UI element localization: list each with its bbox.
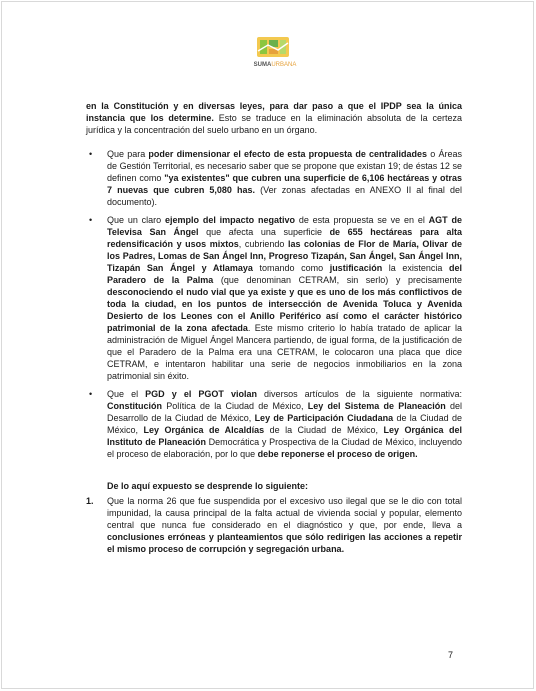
text-run: de esta propuesta se ve en el [295, 215, 429, 225]
text-run: de la Ciudad de México, [264, 425, 384, 435]
intro-paragraph [86, 100, 462, 136]
bold-text: AGT de Televisa San Ángel [107, 215, 462, 237]
text-run: o Áreas de Gestión Territorial, es necesario saber que se propone que existan 19; de éstas 12 se definen como [107, 149, 462, 183]
text-run: diversos artículos de la siguiente normativa: [256, 389, 462, 399]
bold-text: de 655 hectáreas para alta redensificación y usos mixtos [107, 227, 462, 249]
logo-wordmark [246, 62, 304, 69]
text-run: , cubriendo [238, 239, 288, 249]
text-run: tomando como [252, 263, 330, 273]
bullet-item [86, 388, 462, 460]
text-run: (que denominan CETRAM, sin serlo) y precisamente [213, 275, 463, 285]
text-run: Esto se traduce en la eliminación absoluta de la certeza jurídica y la concentración del suelo urbano en un órgano. [86, 113, 462, 135]
text-run: Democrática y Prospectiva de la Ciudad de México, incluyendo el proceso de elaboración, por lo que [107, 437, 462, 459]
text-run: del Desarrollo de la Ciudad de México, [107, 401, 462, 423]
logo-brand-suma: SUMA [253, 62, 272, 68]
text-run: Que para [107, 149, 149, 159]
bold-text: Ley de Participación Ciudadana [254, 413, 394, 423]
text-run: . Este mismo criterio lo había tratado de aplicar la administración de Miguel Ángel Mancera partiendo, de igual forma, de la justificación de que el Paradero de la Palma era una CETRAM, le colocaron una placa que dice CETRAM, e intentaron habilitar una serie de negocios inmobiliarios en la zona patrimonial sin éxito. [107, 323, 462, 381]
logo-brand-urbana: URBANA [271, 62, 297, 68]
bold-text: ejemplo del impacto negativo [165, 215, 295, 225]
city-map-logo-icon [256, 36, 290, 58]
bold-text: "ya existentes" que cubren una superficie de 6,106 hectáreas y otras 7 nuevas que cubren 5,080 has. [107, 173, 462, 195]
bold-text: en la Constitución y en diversas leyes, para dar paso a que el IPDP sea la única instancia que los determine. [86, 101, 462, 123]
text-run: que afecta una superficie [198, 227, 330, 237]
bullet-dot-icon: • [89, 149, 93, 159]
bullet-item [86, 148, 462, 208]
bold-text: las colonias de Flor de María, Olivar de los Padres, Lomas de San Ángel Inn, Progreso Tizapán, San Ángel, San Ángel Inn, Tizapán San Ángel y Atlamaya [107, 239, 463, 273]
text-run: Que la norma 26 que fue suspendida por el excesivo uso ilegal que se le dio con total impunidad, la causa principal de la falta actual de vivienda social y popular, elemento central que nunca fue considerado en el diagnóstico y que, por ende, lleva a [107, 496, 462, 530]
text-run: de la Ciudad de México, [107, 413, 462, 435]
numbered-list [86, 495, 462, 555]
conclusion-heading: De lo aquí expuesto se desprende lo siguiente: [107, 481, 309, 491]
page-number: 7 [448, 650, 454, 660]
text-run: la existencia [382, 263, 449, 273]
bullet-list [86, 148, 462, 460]
bold-text: justificación [329, 263, 383, 273]
bold-text: Constitución [107, 401, 162, 411]
bold-text: conclusiones erróneas y planteamientos que sólo redirigen las acciones a repetir el mismo proceso de corrupción y segregación urbana. [107, 532, 462, 554]
bold-text: debe reponerse el proceso de origen. [257, 449, 418, 459]
bullet-dot-icon: • [89, 389, 93, 399]
bold-text: del Paradero de la Palma [107, 263, 462, 285]
bullet-dot-icon: • [89, 215, 93, 225]
suma-urbana-logo [246, 36, 304, 76]
text-run: Que el [107, 389, 146, 399]
bold-text: Ley del Sistema de Planeación [307, 401, 446, 411]
item-number: 1. [86, 496, 94, 506]
bold-text: desconociendo el nudo vial que ya existe y que es uno de los más conflictivos de toda la ciudad, en los puntos de intersección de Avenida Toluca y Avenida Desierto de los Leones con el Anillo Periférico así como el carácter histórico patrimonial de la zona afectada [107, 287, 462, 333]
bold-text: PGD y el PGOT violan [145, 389, 257, 399]
bold-text: Ley Orgánica de Alcaldías [143, 425, 265, 435]
text-run: Que un claro [107, 215, 165, 225]
text-run: (Ver zonas afectadas en ANEXO II al final del documento). [107, 185, 463, 207]
bullet-item [86, 214, 462, 382]
bold-text: poder dimensionar el efecto de esta propuesta de centralidades [148, 149, 428, 159]
numbered-item [86, 495, 462, 555]
document-body [86, 100, 462, 555]
text-run: Política de la Ciudad de México, [162, 401, 308, 411]
bold-text: Ley Orgánica del Instituto de Planeación [107, 425, 463, 447]
